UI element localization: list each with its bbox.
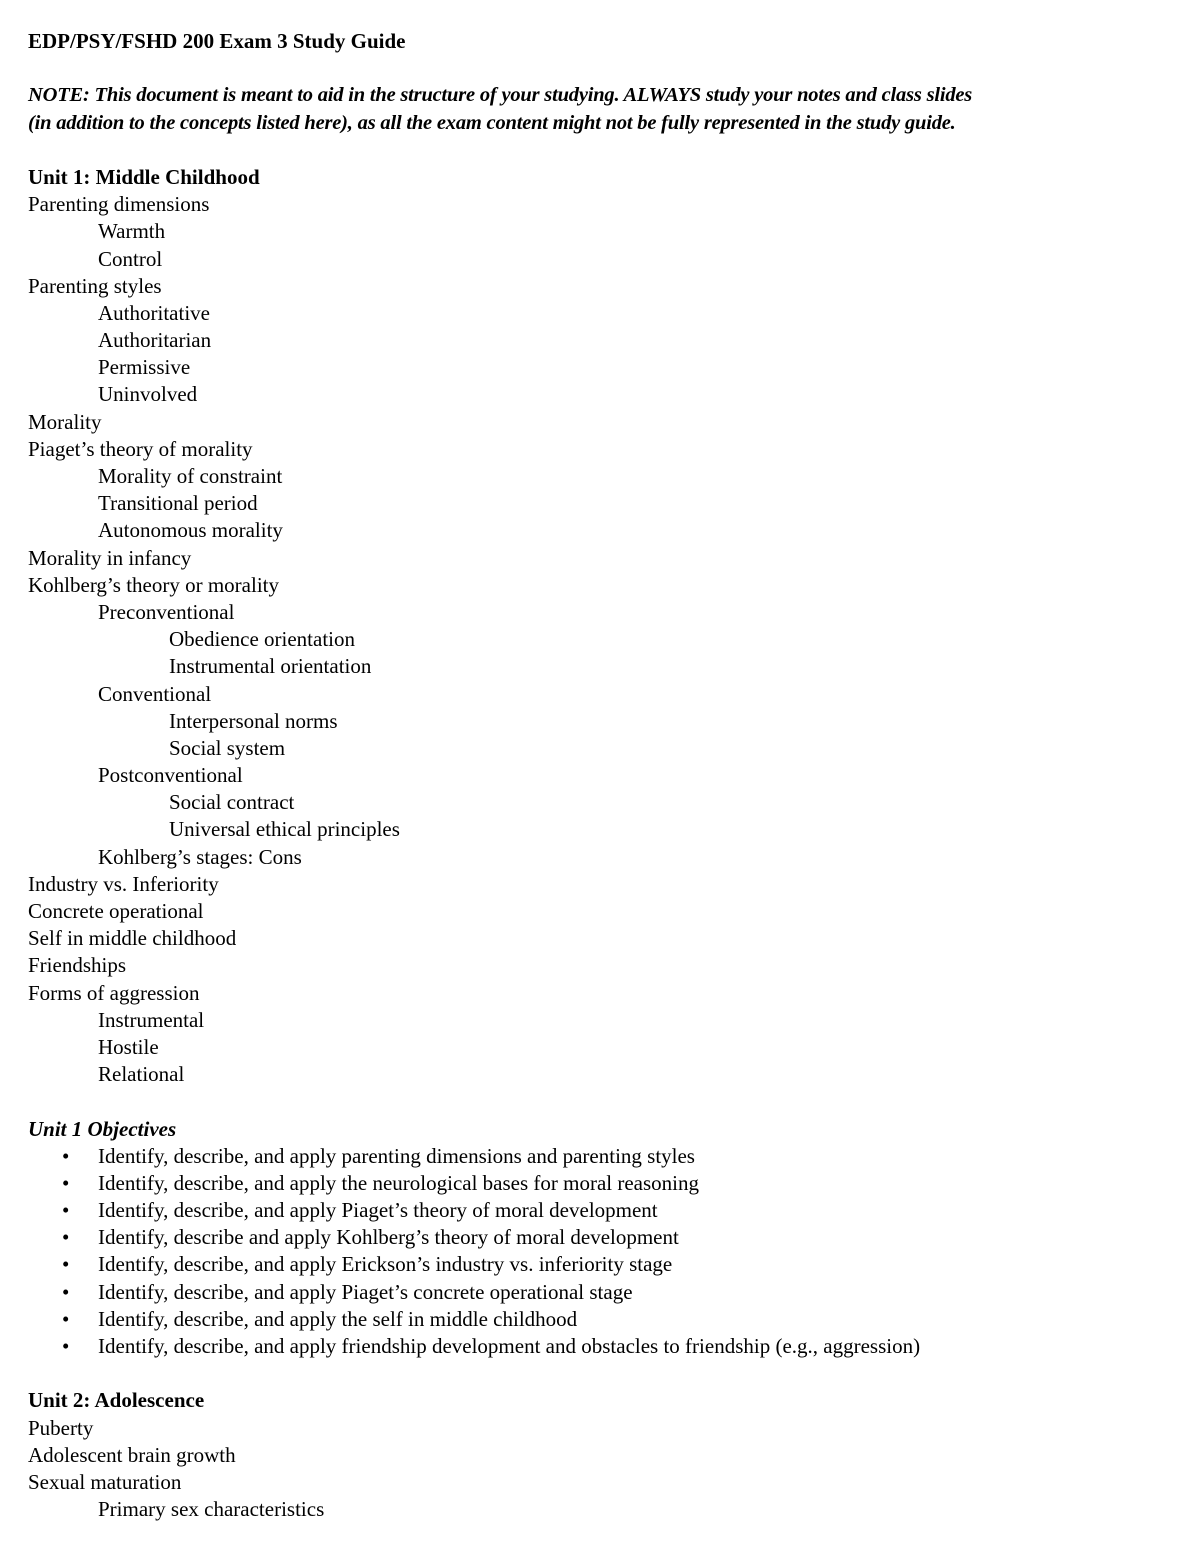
objective-list-item	[28, 1224, 1178, 1251]
objective-list-item	[28, 1306, 1178, 1333]
spacer	[28, 1360, 1178, 1387]
sub-subtopic-item: Social contract	[169, 790, 295, 815]
objective-list-item	[28, 1197, 1178, 1224]
objective-text: Identify, describe, and apply parenting dimensions and parenting styles	[98, 1143, 695, 1168]
objective-text: Identify, describe, and apply the self in middle childhood	[98, 1306, 578, 1331]
subtopic-item: Morality of constraint	[98, 464, 283, 488]
objective-text: Identify, describe, and apply Piaget’s concrete operational stage	[98, 1279, 633, 1304]
sub-subtopic-item: Obedience orientation	[169, 627, 356, 652]
topic-item: Puberty	[28, 1415, 94, 1440]
bullet-icon: •	[62, 1252, 70, 1277]
subtopic-item: Primary sex characteristics	[98, 1497, 325, 1522]
topic-item: Parenting styles	[28, 273, 162, 298]
objective-text: Identify, describe, and apply Piaget’s theory of moral development	[98, 1198, 658, 1223]
objective-list-item	[28, 1251, 1178, 1278]
bullet-icon: •	[62, 1334, 70, 1358]
objective-list-item	[28, 1143, 1178, 1170]
subtopic-item: Postconventional	[98, 763, 243, 788]
topic-item: Forms of aggression	[28, 980, 200, 1005]
topic-item: Friendships	[28, 953, 127, 978]
document-title: EDP/PSY/FSHD 200 Exam 3 Study Guide	[28, 29, 406, 53]
subtopic-item: Authoritative	[98, 300, 210, 325]
subtopic-item: Autonomous morality	[98, 518, 283, 543]
subtopic-item: Preconventional	[98, 599, 235, 624]
subtopic-item: Kohlberg’s stages: Cons	[98, 844, 302, 869]
sub-subtopic-item: Universal ethical principles	[169, 817, 400, 842]
bullet-icon: •	[62, 1306, 70, 1331]
subtopic-item: Instrumental	[98, 1007, 205, 1032]
subtopic-item: Control	[98, 246, 163, 271]
topic-item: Morality in infancy	[28, 545, 192, 570]
subtopic-item: Warmth	[98, 219, 166, 244]
bullet-icon: •	[62, 1279, 70, 1304]
objective-list-item	[28, 1333, 1178, 1360]
sub-subtopic-item: Social system	[169, 735, 286, 760]
topic-item: Morality	[28, 409, 102, 434]
spacer	[28, 137, 1178, 164]
unit1-heading: Unit 1: Middle Childhood	[28, 164, 260, 189]
subtopic-item: Authoritarian	[98, 328, 212, 353]
topic-item: Sexual maturation	[28, 1469, 182, 1494]
subtopic-item: Transitional period	[98, 491, 258, 516]
spacer	[28, 55, 1178, 82]
topic-item: Kohlberg’s theory or morality	[28, 572, 279, 597]
objective-list-item	[28, 1279, 1178, 1306]
spacer	[28, 1088, 1178, 1115]
note-line-2: (in addition to the concepts listed here), as all the exam content might not be fully represented in the study guide.	[28, 111, 956, 134]
topic-item: Self in middle childhood	[28, 926, 237, 951]
subtopic-item: Uninvolved	[98, 382, 198, 407]
subtopic-item: Conventional	[98, 681, 212, 706]
sub-subtopic-item: Instrumental orientation	[169, 654, 372, 679]
topic-item: Concrete operational	[28, 899, 204, 923]
bullet-icon: •	[62, 1225, 70, 1250]
bullet-icon: •	[62, 1198, 70, 1223]
objective-text: Identify, describe, and apply the neurological bases for moral reasoning	[98, 1170, 700, 1195]
topic-item: Parenting dimensions	[28, 192, 210, 217]
objective-text: Identify, describe, and apply friendship development and obstacles to friendship (e.g., aggression)	[98, 1334, 921, 1358]
bullet-icon: •	[62, 1170, 70, 1195]
bullet-icon: •	[62, 1143, 70, 1168]
sub-subtopic-item: Interpersonal norms	[169, 708, 338, 733]
subtopic-item: Relational	[98, 1062, 185, 1087]
topic-item: Industry vs. Inferiority	[28, 871, 219, 896]
objective-list-item	[28, 1170, 1178, 1197]
objective-text: Identify, describe, and apply Erickson’s industry vs. inferiority stage	[98, 1252, 673, 1277]
subtopic-item: Hostile	[98, 1034, 159, 1059]
study-guide-page	[28, 28, 1178, 1523]
note-line-1: NOTE: This document is meant to aid in the structure of your studying. ALWAYS study your notes and class slides	[28, 84, 973, 107]
objective-text: Identify, describe and apply Kohlberg’s theory of moral development	[98, 1225, 679, 1250]
topic-item: Adolescent brain growth	[28, 1442, 236, 1467]
subtopic-item: Permissive	[98, 355, 191, 380]
topic-item: Piaget’s theory of morality	[28, 436, 253, 461]
unit2-heading: Unit 2: Adolescence	[28, 1388, 205, 1413]
unit1-objectives-heading: Unit 1 Objectives	[28, 1116, 177, 1141]
